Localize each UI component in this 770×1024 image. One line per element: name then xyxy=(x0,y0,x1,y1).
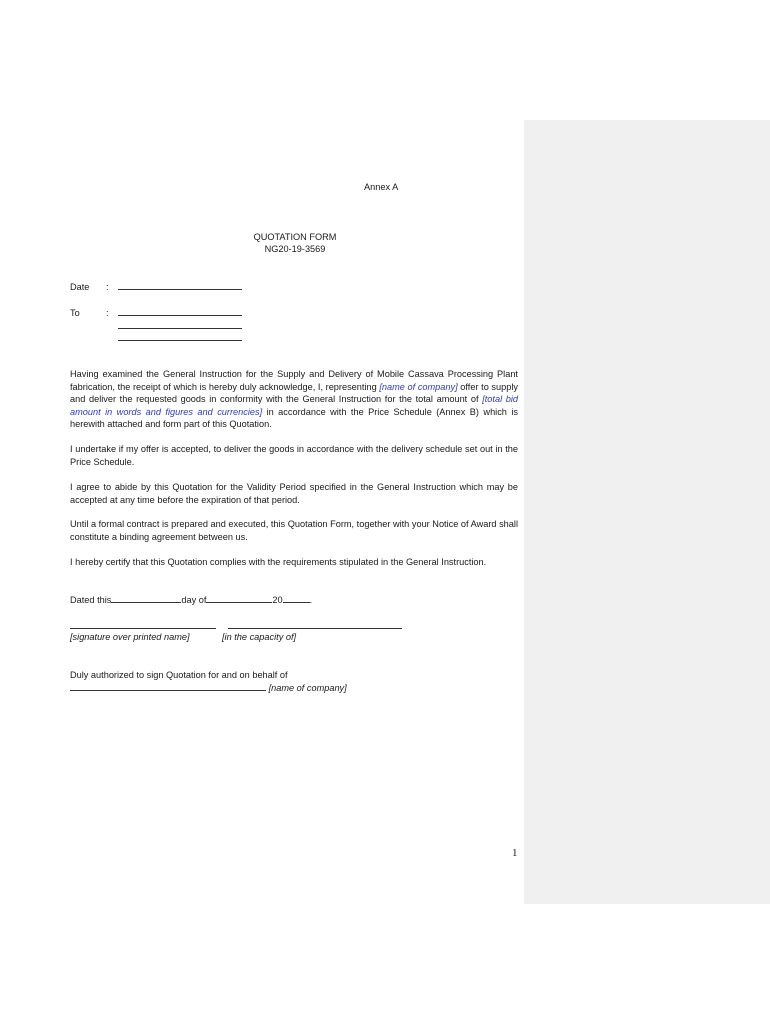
para1-text-3: in accordance with the Price Schedule (Annex B) which is herewith attached and form part of this Quotation. xyxy=(70,406,518,430)
date-colon: : xyxy=(106,282,109,292)
year-prefix: 20 xyxy=(272,595,283,605)
paragraph-delivery: I undertake if my offer is accepted, to deliver the goods in accordance with the delivery schedule set out in the Price Schedule. xyxy=(70,444,518,467)
date-label: Date xyxy=(70,282,90,292)
placeholder-company-name: [name of company] xyxy=(379,381,458,392)
to-blank-line-2[interactable] xyxy=(118,320,242,329)
dated-period: . xyxy=(309,595,313,605)
annex-label: Annex A xyxy=(364,182,399,192)
dated-this-label: Dated this xyxy=(70,595,112,605)
capacity-blank[interactable] xyxy=(228,620,402,629)
date-blank[interactable] xyxy=(118,281,242,290)
paragraph-binding-agreement: Until a formal contract is prepared and executed, this Quotation Form, together with your Notice of Award shall constitute a binding agreement between us. xyxy=(70,519,518,542)
company-label: [name of company] xyxy=(268,683,347,693)
page-number: 1 xyxy=(512,847,518,859)
year-blank[interactable] xyxy=(283,594,310,603)
capacity-label: [in the capacity of] xyxy=(222,632,297,642)
to-label: To xyxy=(70,308,80,318)
company-line xyxy=(70,682,347,695)
to-colon: : xyxy=(106,308,109,318)
paragraph-validity: I agree to abide by this Quotation for the Validity Period specified in the General Instruction which may be accepted at any time before the expiration of that period. xyxy=(70,482,518,505)
signature-label: [signature over printed name] xyxy=(70,632,190,642)
day-blank[interactable] xyxy=(111,594,181,603)
authorized-text: Duly authorized to sign Quotation for and on behalf of xyxy=(70,670,288,680)
to-blank-line-3[interactable] xyxy=(118,332,242,341)
form-title: QUOTATION FORM xyxy=(253,232,337,242)
dated-line xyxy=(70,594,312,607)
comment-margin-pane xyxy=(524,120,770,904)
month-blank[interactable] xyxy=(206,594,272,603)
signature-blank[interactable] xyxy=(70,620,216,629)
day-of-label: day of xyxy=(181,595,207,605)
to-blank-line-1[interactable] xyxy=(118,307,242,316)
paragraph-certification: I hereby certify that this Quotation complies with the requirements stipulated in the General Instruction. xyxy=(70,557,487,567)
company-blank[interactable] xyxy=(70,682,266,691)
para1-text-1: Having examined the General Instruction for the Supply and Delivery of Mobile Cassava Processing Plant fabrication, the receipt of which is hereby duly acknowledge, I, representing xyxy=(70,369,518,392)
form-reference: NG20-19-3569 xyxy=(264,244,326,254)
para1-text-2: offer to supply and deliver the requested goods in conformity with the General Instruction for the total amount of xyxy=(70,381,518,405)
paragraph-acknowledgement xyxy=(70,368,518,431)
placeholder-total-bid-amount: [total bid amount in words and figures and currencies] xyxy=(70,394,519,417)
